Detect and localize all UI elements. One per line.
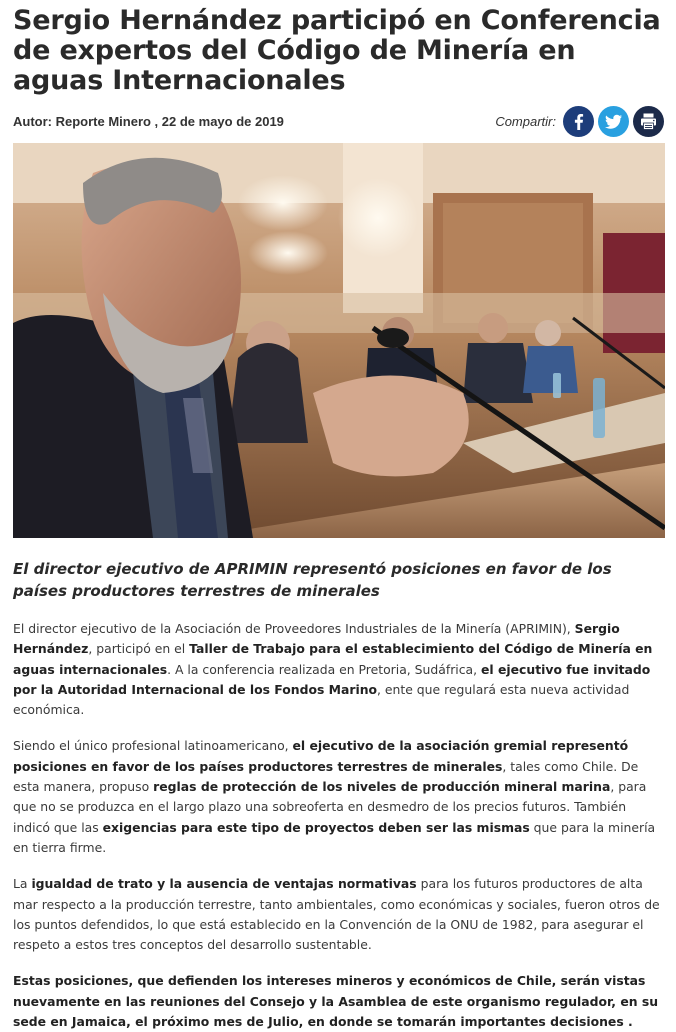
paragraph-highlight: igualdad de trato y la ausencia de ventajas normativas bbox=[31, 876, 417, 892]
article-title: Sergio Hernández participó en Conferencia de expertos del Código de Minería en aguas Internacionales bbox=[13, 5, 661, 96]
share-label: Compartir: bbox=[495, 113, 556, 129]
article bbox=[0, 6, 676, 1032]
article-author: Autor: Reporte Minero , 22 de mayo de 2019 bbox=[13, 113, 284, 129]
article-paragraph-4 bbox=[13, 971, 664, 1032]
article-photo bbox=[13, 143, 665, 538]
article-paragraph-2 bbox=[13, 736, 664, 858]
twitter-icon bbox=[598, 106, 629, 137]
paragraph-highlight: Taller de Trabajo para el establecimiento del Código de Minería en aguas internacionales bbox=[13, 641, 653, 677]
article-paragraph-1 bbox=[13, 619, 664, 720]
share-bar bbox=[495, 106, 664, 137]
twitter-share-button[interactable] bbox=[598, 106, 629, 137]
paragraph-highlight: Sergio Hernández bbox=[13, 621, 620, 657]
paragraph-text: , participó en el bbox=[88, 641, 190, 657]
paragraph-highlight: exigencias para este tipo de proyectos deben ser las mismas bbox=[102, 819, 530, 835]
paragraph-text: , para que no se produzca en el largo plazo una sobreoferta en desmedro de los precios futuros. También indicó que las bbox=[13, 779, 647, 835]
paragraph-text: que para la minería en tierra firme. bbox=[13, 819, 656, 855]
print-button[interactable] bbox=[633, 106, 664, 137]
paragraph-highlight: el ejecutivo de la asociación gremial representó posiciones en favor de los países productores terrestres de minerales bbox=[13, 738, 629, 774]
paragraph-text: Siendo el único profesional latinoamericano, bbox=[13, 738, 293, 754]
paragraph-highlight: el ejecutivo fue invitado por la Autoridad Internacional de los Fondos Marino bbox=[13, 661, 651, 697]
paragraph-text: , ente que regulará esta nueva actividad económica. bbox=[13, 681, 630, 718]
article-subtitle: El director ejecutivo de APRIMIN representó posiciones en favor de los países productores terrestres de minerales bbox=[13, 560, 612, 600]
paragraph-text: para los futuros productores de alta mar respecto a la producción terrestre, tanto ambientales, como económicas y sociales, fueron otros de los puntos defendidos, lo que está establecido en la Convención de la ONU de 1982, para asegurar el respeto a estos tres conceptos del desarrollo sustentable. bbox=[13, 876, 660, 953]
paragraph-highlight: Estas posiciones, que defienden los intereses mineros y económicos de Chile, serán vistas nuevamente en las reuniones del Consejo y la Asamblea de este organismo regulador, en su sede en Jamaica, el próximo mes de Julio, en donde se tomarán importantes decisiones . bbox=[13, 973, 659, 1030]
article-paragraph-3 bbox=[13, 874, 664, 955]
paragraph-text: , tales como Chile. De esta manera, propuso bbox=[13, 758, 639, 795]
print-icon bbox=[633, 106, 664, 137]
paragraph-text: El director ejecutivo de la Asociación de Proveedores Industriales de la Minería (APRIMIN), bbox=[13, 621, 575, 636]
paragraph-text: . A la conferencia realizada en Pretoria, Sudáfrica, bbox=[167, 661, 482, 677]
facebook-icon bbox=[563, 106, 594, 137]
paragraph-text: La bbox=[13, 876, 32, 892]
article-meta bbox=[13, 104, 664, 138]
facebook-share-button[interactable] bbox=[563, 106, 594, 137]
paragraph-highlight: reglas de protección de los niveles de producción mineral marina bbox=[153, 779, 611, 795]
